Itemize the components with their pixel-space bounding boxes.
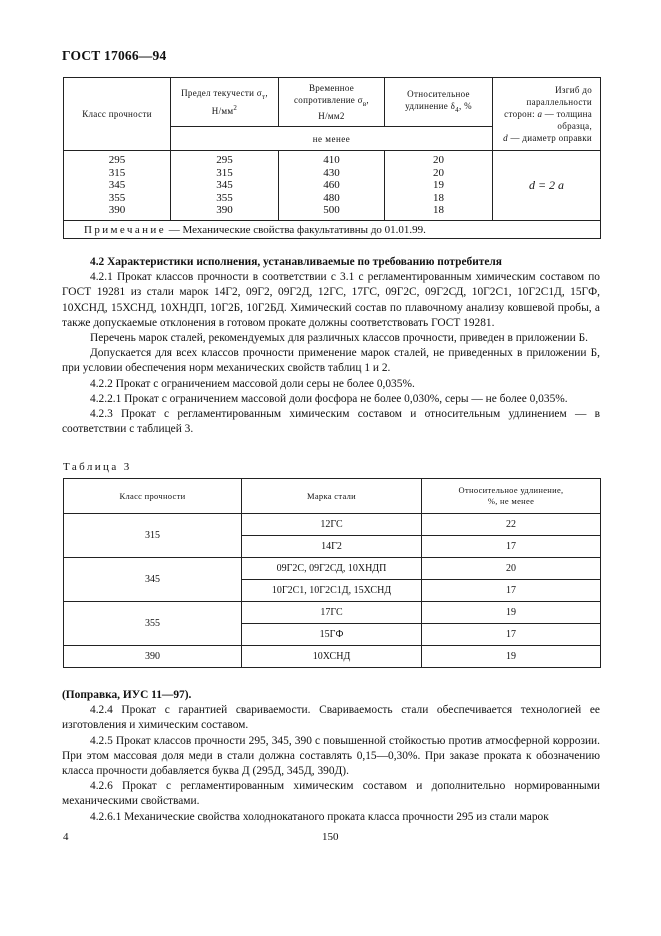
header-class: Класс прочности — [64, 78, 171, 151]
header-not-less: не менее — [171, 127, 493, 151]
grade-cell: 15ГФ — [242, 624, 422, 646]
grade-cell: 12ГС — [242, 514, 422, 536]
header-tensile: Временное сопротивление $\sigma_в$, Н/мм2 — [279, 78, 385, 127]
elong-cell: 17 — [422, 580, 601, 602]
grade-cell: 09Г2С, 09Г2СД, 10ХНДП — [242, 558, 422, 580]
paragraph: 4.2.6 Прокат с регламентированным химическим составом и дополнительно нормированными механическими свойствами. — [62, 780, 600, 808]
body-text-section-4-2-4 — [62, 688, 600, 825]
paragraph: Перечень марок сталей, рекомендуемых для различных классов прочности, приведен в приложении Б. — [90, 332, 588, 345]
grade-cell: 10ХСНД — [242, 646, 422, 668]
header-yield: Предел текучести $\sigma_т$, $Н/мм^2$ — [171, 78, 279, 127]
paragraph: 4.2.3 Прокат с регламентированным химическим составом и относительным удлинением — в соответствии с таблицей 3. — [62, 408, 600, 436]
table3-label: Таблица 3 — [63, 461, 132, 473]
elongation-values: 20 20 19 18 18 — [385, 151, 493, 221]
paragraph: Допускается для всех классов прочности применение марок сталей, не приведенных в приложении Б, при условии обеспечения норм механических свойств таблиц 1 и 2. — [62, 347, 600, 375]
page-number-left: 4 — [63, 831, 69, 843]
body-text-section-4-2 — [62, 255, 600, 437]
tensile-values: 410 430 460 480 500 — [279, 151, 385, 221]
elong-cell: 20 — [422, 558, 601, 580]
class-cell: 345 — [64, 558, 242, 602]
class-cell: 315 — [64, 514, 242, 558]
elong-cell: 19 — [422, 646, 601, 668]
paragraph: 4.2.6.1 Механические свойства холоднокатаного проката класса прочности 295 из стали марок — [90, 810, 549, 823]
steel-grades-table — [63, 478, 601, 668]
header-elongation: Относительное удлинение $\delta_4$, % — [385, 78, 493, 127]
section-heading: 4.2 Характеристики исполнения, устанавливаемые по требованию потребителя — [90, 256, 502, 268]
mechanical-properties-table — [63, 77, 601, 239]
paragraph: 4.2.4 Прокат с гарантией свариваемости. Свариваемость стали обеспечивается технологией ее изготовления и химическим составом. — [62, 704, 600, 732]
elong-cell: 19 — [422, 602, 601, 624]
elong-cell: 17 — [422, 536, 601, 558]
header-bend: Изгиб до параллельности сторон: a — толщина образца, d — диаметр оправки — [493, 78, 601, 151]
header-grade: Марка стали — [242, 479, 422, 514]
paragraph: 4.2.1 Прокат классов прочности в соответствии с 3.1 с регламентированным химическим составом по ГОСТ 19281 из стали марок 14Г2, 09Г2, 09Г2Д, 12ГС, 17ГС, 09Г2С, 09Г2СД, 10Г2С1, 10Г2С1Д, 15ГФ, 10ХСНД, 15ХСНД, 10ХНДП, 10Г2Б, 10Г2БД. Химический состав по плавочному анализу ковшевой пробы, а также допускаемые отклонения в готовом прокате должны соответствовать ГОСТ 19281. — [62, 271, 600, 329]
header-class: Класс прочности — [64, 479, 242, 514]
header-elongation: Относительное удлинение, %, не менее — [422, 479, 601, 514]
yield-values: 295 315 345 355 390 — [171, 151, 279, 221]
class-values: 295 315 345 355 390 — [64, 151, 171, 221]
amendment-note: (Поправка, ИУС 11—97). — [62, 689, 192, 701]
document-header: ГОСТ 17066—94 — [62, 48, 167, 63]
grade-cell: 14Г2 — [242, 536, 422, 558]
paragraph: 4.2.2 Прокат с ограничением массовой доли серы не более 0,035%. — [90, 377, 415, 390]
page-number-center: 150 — [322, 831, 339, 843]
elong-cell: 17 — [422, 624, 601, 646]
class-cell: 355 — [64, 602, 242, 646]
grade-cell: 17ГС — [242, 602, 422, 624]
class-cell: 390 — [64, 646, 242, 668]
elong-cell: 22 — [422, 514, 601, 536]
paragraph: 4.2.5 Прокат классов прочности 295, 345, 390 с повышенной стойкостью против атмосферной коррозии. При этом массовая доля меди в стали должна составлять 0,15—0,30%. При заказе проката к обозначению класса прочности добавляется буква Д (295Д, 345Д, 390Д). — [62, 734, 600, 778]
grade-cell: 10Г2С1, 10Г2С1Д, 15ХСНД — [242, 580, 422, 602]
bend-formula: d = 2 a — [493, 151, 601, 221]
paragraph: 4.2.2.1 Прокат с ограничением массовой доли фосфора не более 0,030%, серы — не более 0,035%. — [90, 392, 568, 405]
table1-note: Примечание — Механические свойства факультативны до 01.01.99. — [64, 221, 601, 239]
